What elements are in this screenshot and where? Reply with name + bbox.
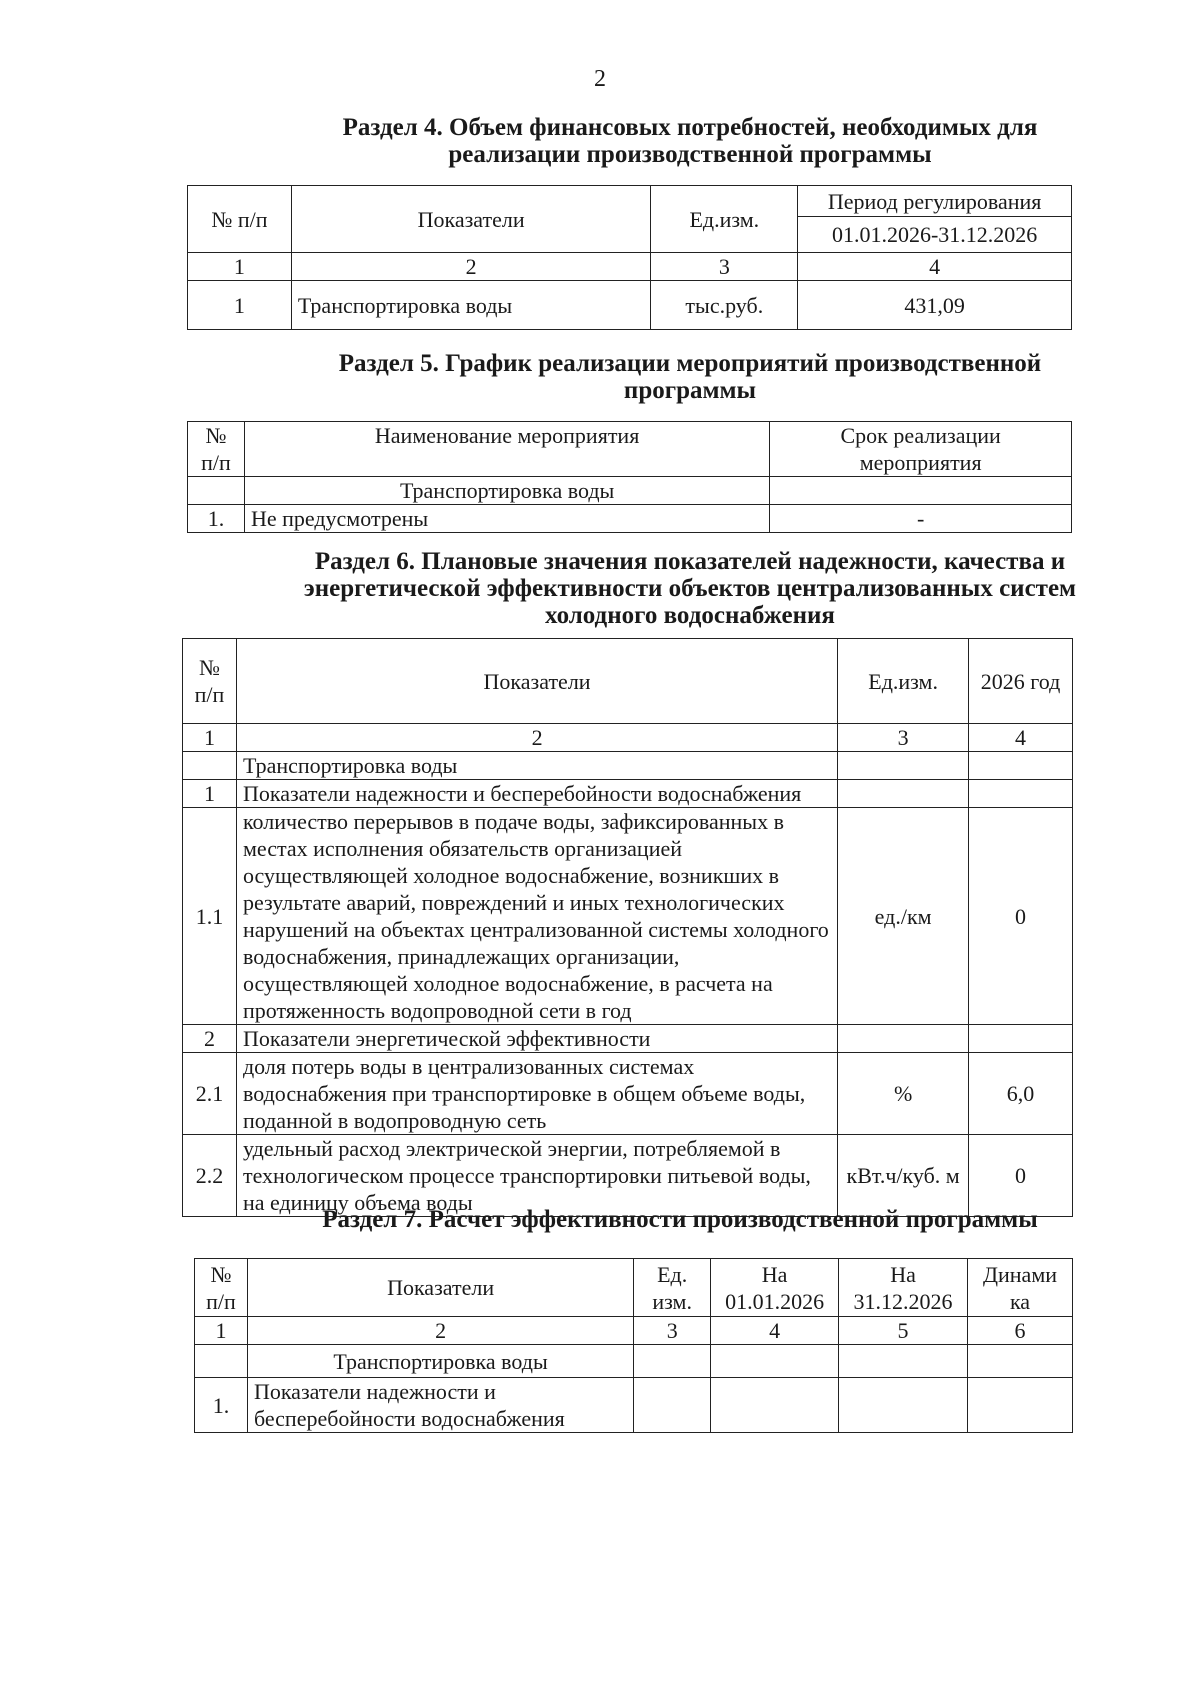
row-unit: % <box>838 1053 969 1135</box>
col-indicator-header: Показатели <box>291 186 651 253</box>
col-dynamics-header: Динами ка <box>968 1259 1073 1317</box>
row-value: 0 <box>969 1135 1073 1217</box>
table-row <box>183 1053 1073 1135</box>
col-number: 5 <box>839 1317 968 1345</box>
section7-table <box>194 1258 1073 1433</box>
row-text: Показатели надежности и бесперебойности водоснабжения <box>236 780 837 808</box>
row-text: Показатели энергетической эффективности <box>236 1025 837 1053</box>
section6-table <box>182 638 1073 1217</box>
row-num: 1 <box>188 281 292 330</box>
col-num-header: № п/п <box>183 639 237 724</box>
row-text: Показатели надежности и бесперебойности водоснабжения <box>247 1378 633 1433</box>
table-row <box>195 1378 1073 1433</box>
col-unit-header: Ед.изм. <box>838 639 969 724</box>
col-number: 1 <box>183 724 237 752</box>
row-num: 1. <box>188 505 245 533</box>
col-unit-header: Ед. изм. <box>634 1259 711 1317</box>
table-row <box>188 281 1072 330</box>
col-number: 3 <box>634 1317 711 1345</box>
row-num: 2.2 <box>183 1135 237 1217</box>
col-num-header: № п/п <box>188 186 292 253</box>
col-number: 4 <box>969 724 1073 752</box>
section4-table <box>187 185 1072 330</box>
row-value: 0 <box>969 808 1073 1025</box>
group-label: Транспортировка воды <box>236 752 837 780</box>
row-num: 1 <box>183 780 237 808</box>
table-row <box>183 808 1073 1025</box>
row-num: 1. <box>195 1378 248 1433</box>
col-number: 4 <box>798 253 1072 281</box>
row-unit: ед./км <box>838 808 969 1025</box>
col-unit-header: Ед.изм. <box>651 186 798 253</box>
row-value <box>969 780 1073 808</box>
row-text: удельный расход электрической энергии, потребляемой в технологическом процессе транспортировки питьевой воды, на единицу объема воды <box>236 1135 837 1217</box>
section6-title: Раздел 6. Плановые значения показателей надежности, качества и энергетической эффективности объектов централизованных систем холодного водоснабжения <box>303 548 1077 629</box>
col-year-header: 2026 год <box>969 639 1073 724</box>
table-row <box>183 1135 1073 1217</box>
period-range: 01.01.2026-31.12.2026 <box>798 217 1072 253</box>
row-value: 6,0 <box>969 1053 1073 1135</box>
row-unit <box>838 780 969 808</box>
table-row <box>183 1025 1073 1053</box>
col-start-header: На 01.01.2026 <box>711 1259 839 1317</box>
col-number: 6 <box>968 1317 1073 1345</box>
col-number: 2 <box>247 1317 633 1345</box>
col-number: 3 <box>838 724 969 752</box>
row-term: - <box>770 505 1072 533</box>
col-name-header: Наименование мероприятия <box>244 422 769 477</box>
group-label: Транспортировка воды <box>244 477 769 505</box>
row-name: Не предусмотрены <box>244 505 769 533</box>
col-num-header: № п/п <box>188 422 245 477</box>
row-unit: кВт.ч/куб. м <box>838 1135 969 1217</box>
section7-title: Раздел 7. Расчет эффективности производственной программы <box>322 1206 1038 1233</box>
section5-table <box>187 421 1072 533</box>
col-indicator-header: Показатели <box>247 1259 633 1317</box>
row-num: 1.1 <box>183 808 237 1025</box>
col-end-header: На 31.12.2026 <box>839 1259 968 1317</box>
row-value: 431,09 <box>798 281 1072 330</box>
col-number: 1 <box>195 1317 248 1345</box>
row-unit <box>838 1025 969 1053</box>
col-number: 2 <box>236 724 837 752</box>
col-num-header: № п/п <box>195 1259 248 1317</box>
row-unit: тыс.руб. <box>651 281 798 330</box>
row-name: Транспортировка воды <box>291 281 651 330</box>
col-period-header: Период регулирования <box>798 186 1072 217</box>
col-term-header: Срок реализации мероприятия <box>770 422 1072 477</box>
group-label: Транспортировка воды <box>247 1345 633 1378</box>
row-num: 2 <box>183 1025 237 1053</box>
col-number: 4 <box>711 1317 839 1345</box>
row-text: доля потерь воды в централизованных системах водоснабжения при транспортировке в общем объеме воды, поданной в водопроводную сеть <box>236 1053 837 1135</box>
col-indicator-header: Показатели <box>236 639 837 724</box>
table-row <box>183 780 1073 808</box>
row-value <box>969 1025 1073 1053</box>
col-number: 3 <box>651 253 798 281</box>
section4-title: Раздел 4. Объем финансовых потребностей, необходимых для реализации производственной программы <box>342 114 1038 168</box>
page-number: 2 <box>594 66 606 92</box>
row-num: 2.1 <box>183 1053 237 1135</box>
row-text: количество перерывов в подаче воды, зафиксированных в местах исполнения обязательств организацией осуществляющей холодное водоснабжение, возникших в результате аварий, повреждений и иных технологических нарушений на объектах централизованной системы холодного водоснабжения, принадлежащих организации, осуществляющей холодное водоснабжение, в расчета на протяженность водопроводной сети в год <box>236 808 837 1025</box>
section5-title: Раздел 5. График реализации мероприятий производственной программы <box>338 350 1042 404</box>
table-row <box>188 505 1072 533</box>
col-number: 2 <box>291 253 651 281</box>
col-number: 1 <box>188 253 292 281</box>
